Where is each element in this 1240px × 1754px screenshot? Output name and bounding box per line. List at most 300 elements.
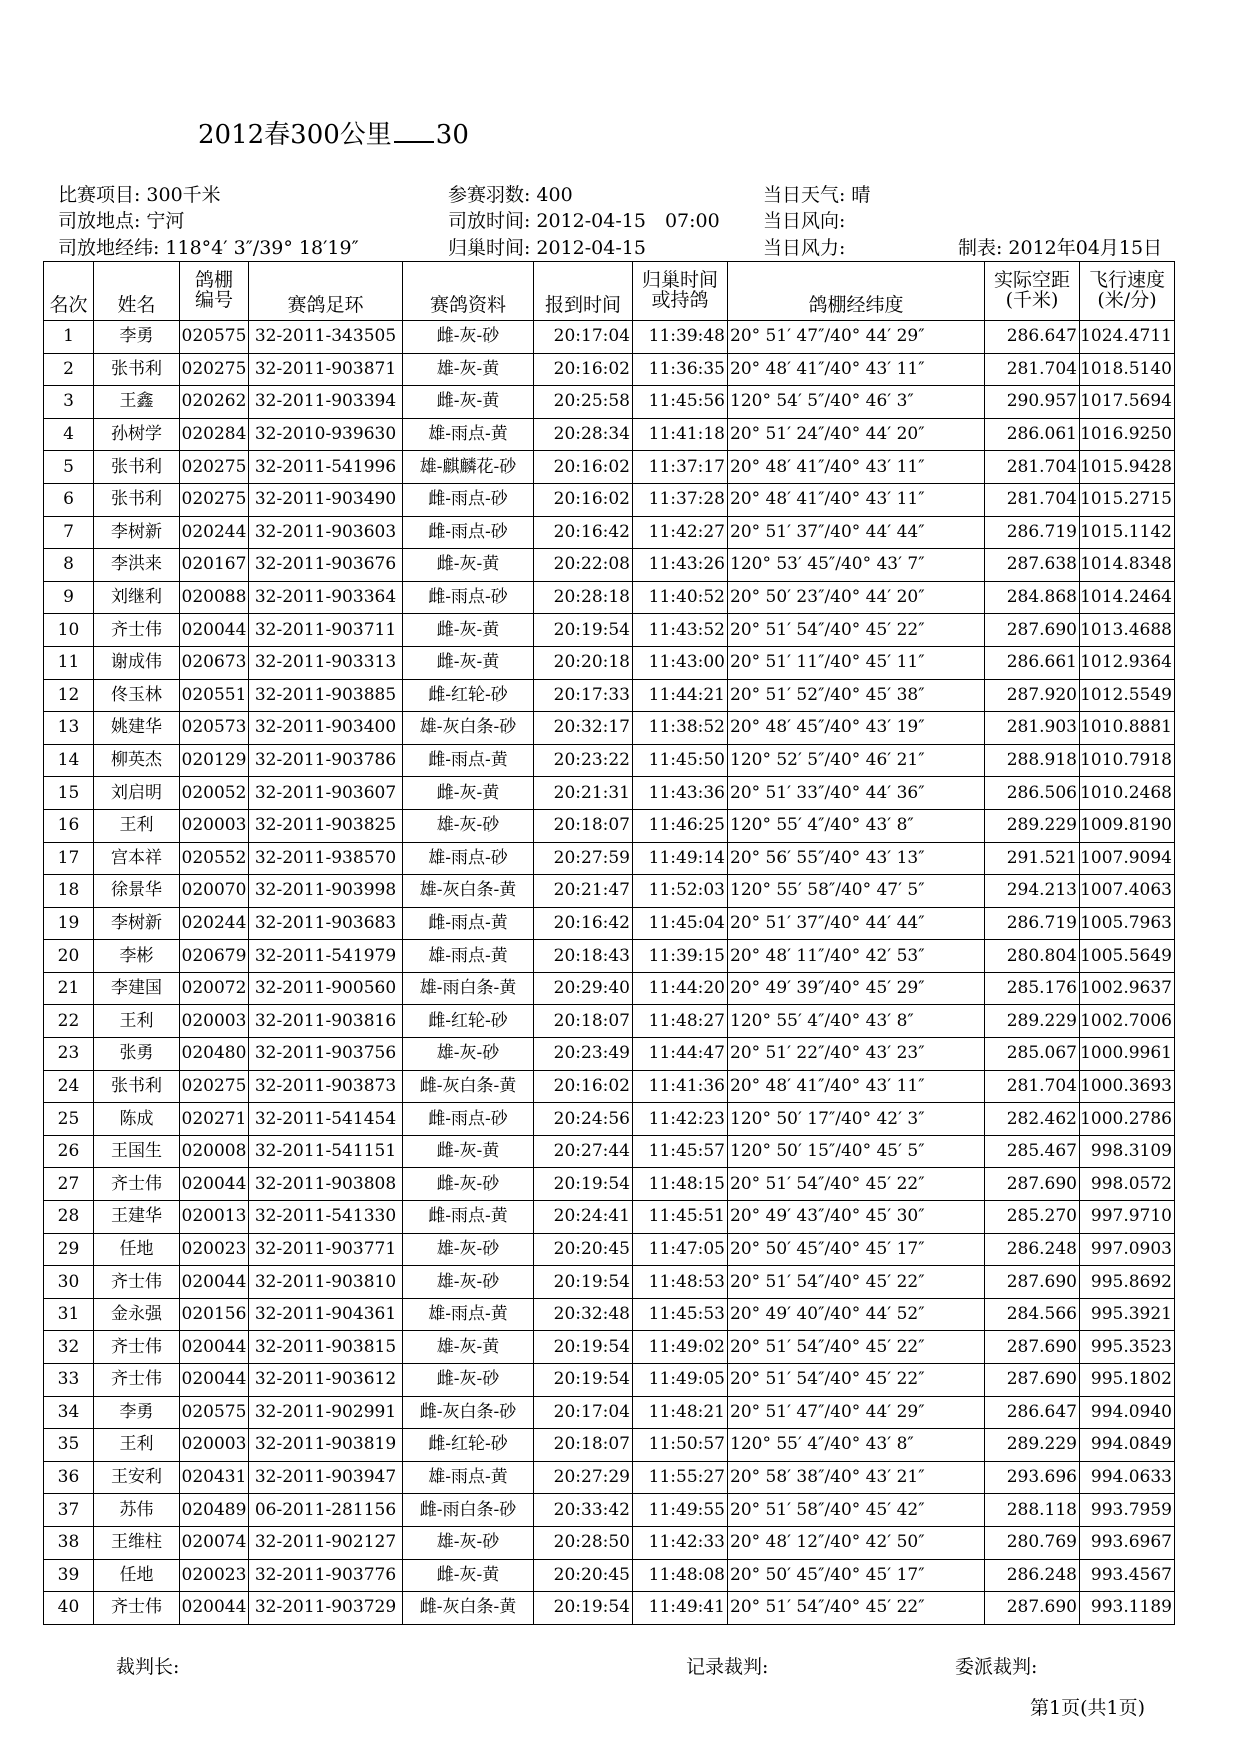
info-value: 300千米: [146, 184, 221, 206]
bird-info-cell: 雄-灰-黄: [403, 1331, 534, 1364]
speed-cell: 1005.5649: [1080, 940, 1175, 973]
info-value: 400: [536, 184, 573, 206]
table-row: [44, 1364, 1175, 1397]
table-row: [44, 451, 1175, 484]
ring-cell: 32-2011-903490: [249, 483, 403, 516]
speed-cell: 993.1189: [1080, 1592, 1175, 1625]
bird-info-cell: 雄-灰-砂: [403, 1038, 534, 1071]
table-row: [44, 321, 1175, 354]
page-number: 第1页(共1页): [1030, 1697, 1146, 1719]
return-cell: 11:48:27: [633, 1005, 728, 1038]
coord-cell: 20° 51′ 11″/40° 45′ 11″: [728, 646, 985, 679]
speed-cell: 1015.2715: [1080, 483, 1175, 516]
ring-cell: 32-2011-903394: [249, 386, 403, 419]
header-bird-info: 赛鸽资料: [403, 262, 534, 321]
name-cell: 孙树学: [94, 418, 180, 451]
table-row: [44, 1135, 1175, 1168]
arrival-cell: 20:21:47: [534, 875, 633, 908]
distance-cell: 285.067: [985, 1038, 1080, 1071]
arrival-cell: 20:27:29: [534, 1461, 633, 1494]
ring-cell: 32-2011-903729: [249, 1592, 403, 1625]
arrival-cell: 20:16:02: [534, 1070, 633, 1103]
rank-cell: 18: [44, 875, 94, 908]
speed-cell: 994.0849: [1080, 1429, 1175, 1462]
name-cell: 王维柱: [94, 1526, 180, 1559]
bird-info-cell: 雄-灰-砂: [403, 1266, 534, 1299]
name-cell: 王利: [94, 1005, 180, 1038]
rank-cell: 10: [44, 614, 94, 647]
rank-cell: 32: [44, 1331, 94, 1364]
ring-cell: 32-2011-903364: [249, 581, 403, 614]
info-label: 归巢时间:: [448, 237, 531, 259]
distance-cell: 289.229: [985, 809, 1080, 842]
coord-cell: 20° 51′ 54″/40° 45′ 22″: [728, 1364, 985, 1397]
name-cell: 金永强: [94, 1298, 180, 1331]
arrival-cell: 20:20:18: [534, 646, 633, 679]
bird-info-cell: 雌-灰-黄: [403, 386, 534, 419]
bird-info-cell: 雌-雨点-砂: [403, 516, 534, 549]
loft-id-cell: 020044: [180, 1364, 249, 1397]
rank-cell: 26: [44, 1135, 94, 1168]
table-row: [44, 581, 1175, 614]
loft-id-cell: 020023: [180, 1559, 249, 1592]
distance-cell: 286.647: [985, 321, 1080, 354]
table-row: [44, 1559, 1175, 1592]
table-row: [44, 614, 1175, 647]
header-ring-number: 赛鸽足环: [249, 262, 403, 321]
return-cell: 11:44:47: [633, 1038, 728, 1071]
distance-cell: 287.690: [985, 614, 1080, 647]
distance-cell: 289.229: [985, 1005, 1080, 1038]
report-title: [198, 114, 469, 151]
table-row: [44, 907, 1175, 940]
table-row: [44, 777, 1175, 810]
loft-id-cell: 020156: [180, 1298, 249, 1331]
coord-cell: 20° 51′ 22″/40° 43′ 23″: [728, 1038, 985, 1071]
bird-info-cell: 雌-雨点-黄: [403, 907, 534, 940]
coord-cell: 20° 51′ 54″/40° 45′ 22″: [728, 1331, 985, 1364]
table-row: [44, 940, 1175, 973]
footer-recorder: 记录裁判:: [686, 1656, 769, 1678]
distance-cell: 287.690: [985, 1331, 1080, 1364]
coord-cell: 20° 48′ 11″/40° 42′ 53″: [728, 940, 985, 973]
distance-cell: 281.704: [985, 483, 1080, 516]
arrival-cell: 20:17:04: [534, 321, 633, 354]
coord-cell: 120° 52′ 5″/40° 46′ 21″: [728, 744, 985, 777]
loft-id-cell: 020003: [180, 809, 249, 842]
arrival-cell: 20:23:49: [534, 1038, 633, 1071]
info-value: 2012-04-15: [536, 237, 646, 259]
coord-cell: 20° 51′ 47″/40° 44′ 29″: [728, 321, 985, 354]
title-main: 2012春300公里: [198, 120, 392, 150]
return-cell: 11:48:53: [633, 1266, 728, 1299]
distance-cell: 287.690: [985, 1266, 1080, 1299]
return-cell: 11:43:26: [633, 549, 728, 582]
name-cell: 张书利: [94, 353, 180, 386]
bird-info-cell: 雄-灰-砂: [403, 809, 534, 842]
info-release-time: [448, 206, 720, 233]
arrival-cell: 20:18:07: [534, 1429, 633, 1462]
ring-cell: 32-2011-903825: [249, 809, 403, 842]
name-cell: 任地: [94, 1559, 180, 1592]
rank-cell: 33: [44, 1364, 94, 1397]
bird-info-cell: 雄-雨点-黄: [403, 418, 534, 451]
info-label: 司放地经纬:: [58, 237, 160, 259]
distance-cell: 285.176: [985, 972, 1080, 1005]
rank-cell: 28: [44, 1201, 94, 1234]
name-cell: 李树新: [94, 516, 180, 549]
loft-id-cell: 020044: [180, 1592, 249, 1625]
ring-cell: 32-2011-903786: [249, 744, 403, 777]
speed-cell: 997.0903: [1080, 1233, 1175, 1266]
name-cell: 王利: [94, 809, 180, 842]
table-row: [44, 483, 1175, 516]
loft-id-cell: 020244: [180, 516, 249, 549]
speed-cell: 994.0940: [1080, 1396, 1175, 1429]
ring-cell: 32-2011-903947: [249, 1461, 403, 1494]
name-cell: 齐士伟: [94, 1331, 180, 1364]
rank-cell: 27: [44, 1168, 94, 1201]
coord-cell: 20° 48′ 41″/40° 43′ 11″: [728, 1070, 985, 1103]
ring-cell: 32-2011-903871: [249, 353, 403, 386]
coord-cell: 120° 50′ 15″/40° 45′ 5″: [728, 1135, 985, 1168]
rank-cell: 30: [44, 1266, 94, 1299]
bird-info-cell: 雌-灰-砂: [403, 1168, 534, 1201]
table-row: [44, 1429, 1175, 1462]
info-label: 司放时间:: [448, 210, 531, 232]
distance-cell: 286.719: [985, 516, 1080, 549]
bird-info-cell: 雌-雨白条-砂: [403, 1494, 534, 1527]
return-cell: 11:41:36: [633, 1070, 728, 1103]
name-cell: 张书利: [94, 483, 180, 516]
loft-id-cell: 020052: [180, 777, 249, 810]
info-weather: [763, 180, 870, 207]
arrival-cell: 20:19:54: [534, 1266, 633, 1299]
return-cell: 11:42:27: [633, 516, 728, 549]
header-arrival-time: 报到时间: [534, 262, 633, 321]
arrival-cell: 20:28:34: [534, 418, 633, 451]
speed-cell: 1012.9364: [1080, 646, 1175, 679]
speed-cell: 1010.2468: [1080, 777, 1175, 810]
coord-cell: 120° 53′ 45″/40° 43′ 7″: [728, 549, 985, 582]
distance-cell: 281.704: [985, 451, 1080, 484]
bird-info-cell: 雌-雨点-砂: [403, 483, 534, 516]
table-row: [44, 1592, 1175, 1625]
speed-cell: 1016.9250: [1080, 418, 1175, 451]
info-label: 比赛项目:: [58, 184, 141, 206]
table-row: [44, 1201, 1175, 1234]
speed-cell: 1010.8881: [1080, 712, 1175, 745]
arrival-cell: 20:19:54: [534, 1168, 633, 1201]
rank-cell: 36: [44, 1461, 94, 1494]
name-cell: 李洪来: [94, 549, 180, 582]
info-made: [958, 233, 1162, 260]
name-cell: 柳英杰: [94, 744, 180, 777]
coord-cell: 20° 51′ 58″/40° 45′ 42″: [728, 1494, 985, 1527]
table-row: [44, 875, 1175, 908]
name-cell: 宫本祥: [94, 842, 180, 875]
bird-info-cell: 雌-灰白条-黄: [403, 1070, 534, 1103]
ring-cell: 32-2011-903683: [249, 907, 403, 940]
return-cell: 11:43:00: [633, 646, 728, 679]
name-cell: 谢成伟: [94, 646, 180, 679]
return-cell: 11:43:36: [633, 777, 728, 810]
name-cell: 张勇: [94, 1038, 180, 1071]
loft-id-cell: 020271: [180, 1103, 249, 1136]
name-cell: 王建华: [94, 1201, 180, 1234]
info-label: 参赛羽数:: [448, 184, 531, 206]
arrival-cell: 20:16:42: [534, 907, 633, 940]
arrival-cell: 20:21:31: [534, 777, 633, 810]
distance-cell: 288.918: [985, 744, 1080, 777]
bird-info-cell: 雄-麒麟花-砂: [403, 451, 534, 484]
return-cell: 11:45:53: [633, 1298, 728, 1331]
rank-cell: 25: [44, 1103, 94, 1136]
info-label: 当日风向:: [763, 210, 846, 232]
loft-id-cell: 020275: [180, 451, 249, 484]
speed-cell: 997.9710: [1080, 1201, 1175, 1234]
bird-info-cell: 雄-雨白条-黄: [403, 972, 534, 1005]
name-cell: 王国生: [94, 1135, 180, 1168]
rank-cell: 3: [44, 386, 94, 419]
loft-id-cell: 020575: [180, 321, 249, 354]
distance-cell: 286.248: [985, 1559, 1080, 1592]
arrival-cell: 20:16:02: [534, 483, 633, 516]
loft-id-cell: 020480: [180, 1038, 249, 1071]
coord-cell: 20° 50′ 45″/40° 45′ 17″: [728, 1233, 985, 1266]
table-row: [44, 842, 1175, 875]
loft-id-cell: 020044: [180, 1266, 249, 1299]
speed-cell: 995.3921: [1080, 1298, 1175, 1331]
name-cell: 王安利: [94, 1461, 180, 1494]
bird-info-cell: 雌-灰-黄: [403, 646, 534, 679]
distance-cell: 293.696: [985, 1461, 1080, 1494]
speed-cell: 1018.5140: [1080, 353, 1175, 386]
distance-cell: 294.213: [985, 875, 1080, 908]
distance-cell: 286.248: [985, 1233, 1080, 1266]
ring-cell: 32-2011-903885: [249, 679, 403, 712]
return-cell: 11:49:55: [633, 1494, 728, 1527]
speed-cell: 998.0572: [1080, 1168, 1175, 1201]
speed-cell: 1000.2786: [1080, 1103, 1175, 1136]
table-row: [44, 1233, 1175, 1266]
return-cell: 11:49:05: [633, 1364, 728, 1397]
ring-cell: 32-2011-902127: [249, 1526, 403, 1559]
speed-cell: 1015.9428: [1080, 451, 1175, 484]
rank-cell: 5: [44, 451, 94, 484]
ring-cell: 32-2011-541996: [249, 451, 403, 484]
bird-info-cell: 雄-雨点-黄: [403, 1461, 534, 1494]
info-value: 118°4′ 3″/39° 18′19″: [165, 237, 359, 259]
coord-cell: 20° 56′ 55″/40° 43′ 13″: [728, 842, 985, 875]
ring-cell: 32-2011-903816: [249, 1005, 403, 1038]
speed-cell: 1002.9637: [1080, 972, 1175, 1005]
coord-cell: 120° 55′ 4″/40° 43′ 8″: [728, 809, 985, 842]
table-header-row: [44, 262, 1175, 321]
arrival-cell: 20:19:54: [534, 1364, 633, 1397]
return-cell: 11:45:04: [633, 907, 728, 940]
info-release-place: [58, 206, 184, 233]
coord-cell: 20° 50′ 45″/40° 45′ 17″: [728, 1559, 985, 1592]
loft-id-cell: 020070: [180, 875, 249, 908]
loft-id-cell: 020244: [180, 907, 249, 940]
coord-cell: 20° 50′ 23″/40° 44′ 20″: [728, 581, 985, 614]
arrival-cell: 20:27:59: [534, 842, 633, 875]
loft-id-cell: 020679: [180, 940, 249, 973]
name-cell: 齐士伟: [94, 1592, 180, 1625]
table-row: [44, 972, 1175, 1005]
loft-id-cell: 020008: [180, 1135, 249, 1168]
distance-cell: 280.804: [985, 940, 1080, 973]
bird-info-cell: 雄-雨点-黄: [403, 1298, 534, 1331]
loft-id-cell: 020275: [180, 1070, 249, 1103]
speed-cell: 993.7959: [1080, 1494, 1175, 1527]
loft-id-cell: 020003: [180, 1005, 249, 1038]
table-row: [44, 418, 1175, 451]
loft-id-cell: 020074: [180, 1526, 249, 1559]
return-cell: 11:49:02: [633, 1331, 728, 1364]
coord-cell: 20° 51′ 54″/40° 45′ 22″: [728, 1168, 985, 1201]
speed-cell: 1014.2464: [1080, 581, 1175, 614]
speed-cell: 1010.7918: [1080, 744, 1175, 777]
coord-cell: 20° 51′ 54″/40° 45′ 22″: [728, 1592, 985, 1625]
ring-cell: 32-2011-541454: [249, 1103, 403, 1136]
ring-cell: 32-2011-903776: [249, 1559, 403, 1592]
bird-info-cell: 雌-灰-黄: [403, 614, 534, 647]
ring-cell: 32-2011-903400: [249, 712, 403, 745]
table-row: [44, 809, 1175, 842]
loft-id-cell: 020013: [180, 1201, 249, 1234]
distance-cell: 285.270: [985, 1201, 1080, 1234]
arrival-cell: 20:18:07: [534, 1005, 633, 1038]
coord-cell: 120° 50′ 17″/40° 42′ 3″: [728, 1103, 985, 1136]
coord-cell: 20° 51′ 52″/40° 45′ 38″: [728, 679, 985, 712]
rank-cell: 12: [44, 679, 94, 712]
arrival-cell: 20:25:58: [534, 386, 633, 419]
header-distance: 实际空距 (千米): [985, 262, 1080, 321]
arrival-cell: 20:24:41: [534, 1201, 633, 1234]
ring-cell: 32-2011-903815: [249, 1331, 403, 1364]
distance-cell: 285.467: [985, 1135, 1080, 1168]
bird-info-cell: 雄-灰-砂: [403, 1233, 534, 1266]
info-value: 晴: [851, 184, 871, 206]
name-cell: 李建国: [94, 972, 180, 1005]
distance-cell: 286.719: [985, 907, 1080, 940]
table-row: [44, 516, 1175, 549]
coord-cell: 20° 48′ 41″/40° 43′ 11″: [728, 483, 985, 516]
rank-cell: 14: [44, 744, 94, 777]
rank-cell: 15: [44, 777, 94, 810]
bird-info-cell: 雌-灰-黄: [403, 1135, 534, 1168]
speed-cell: 1024.4711: [1080, 321, 1175, 354]
arrival-cell: 20:19:54: [534, 1592, 633, 1625]
coord-cell: 20° 48′ 45″/40° 43′ 19″: [728, 712, 985, 745]
table-body: [44, 321, 1175, 1625]
arrival-cell: 20:19:54: [534, 614, 633, 647]
arrival-cell: 20:16:02: [534, 451, 633, 484]
arrival-cell: 20:28:18: [534, 581, 633, 614]
coord-cell: 20° 48′ 12″/40° 42′ 50″: [728, 1526, 985, 1559]
arrival-cell: 20:18:07: [534, 809, 633, 842]
name-cell: 齐士伟: [94, 614, 180, 647]
ring-cell: 32-2011-541330: [249, 1201, 403, 1234]
name-cell: 任地: [94, 1233, 180, 1266]
coord-cell: 20° 49′ 43″/40° 45′ 30″: [728, 1201, 985, 1234]
distance-cell: 291.521: [985, 842, 1080, 875]
return-cell: 11:45:56: [633, 386, 728, 419]
name-cell: 李树新: [94, 907, 180, 940]
speed-cell: 1005.7963: [1080, 907, 1175, 940]
rank-cell: 1: [44, 321, 94, 354]
coord-cell: 20° 48′ 41″/40° 43′ 11″: [728, 451, 985, 484]
speed-cell: 994.0633: [1080, 1461, 1175, 1494]
loft-id-cell: 020023: [180, 1233, 249, 1266]
rank-cell: 23: [44, 1038, 94, 1071]
return-cell: 11:36:35: [633, 353, 728, 386]
ring-cell: 32-2011-903771: [249, 1233, 403, 1266]
rank-cell: 11: [44, 646, 94, 679]
table-row: [44, 549, 1175, 582]
name-cell: 李勇: [94, 1396, 180, 1429]
bird-info-cell: 雌-灰-黄: [403, 1559, 534, 1592]
loft-id-cell: 020552: [180, 842, 249, 875]
name-cell: 王鑫: [94, 386, 180, 419]
rank-cell: 34: [44, 1396, 94, 1429]
arrival-cell: 20:32:17: [534, 712, 633, 745]
return-cell: 11:43:52: [633, 614, 728, 647]
distance-cell: 286.506: [985, 777, 1080, 810]
info-label: 制表:: [958, 237, 1003, 259]
bird-info-cell: 雌-雨点-砂: [403, 581, 534, 614]
return-cell: 11:46:25: [633, 809, 728, 842]
bird-info-cell: 雄-雨点-黄: [403, 940, 534, 973]
rank-cell: 21: [44, 972, 94, 1005]
coord-cell: 20° 51′ 24″/40° 44′ 20″: [728, 418, 985, 451]
ring-cell: 32-2011-903998: [249, 875, 403, 908]
bird-info-cell: 雄-灰-砂: [403, 1526, 534, 1559]
rank-cell: 17: [44, 842, 94, 875]
name-cell: 齐士伟: [94, 1266, 180, 1299]
distance-cell: 287.638: [985, 549, 1080, 582]
return-cell: 11:47:05: [633, 1233, 728, 1266]
info-value: 2012年04月15日: [1008, 237, 1163, 259]
ring-cell: 32-2011-903711: [249, 614, 403, 647]
loft-id-cell: 020262: [180, 386, 249, 419]
coord-cell: 120° 55′ 4″/40° 43′ 8″: [728, 1005, 985, 1038]
return-cell: 11:40:52: [633, 581, 728, 614]
table-row: [44, 744, 1175, 777]
ring-cell: 32-2011-938570: [249, 842, 403, 875]
distance-cell: 287.690: [985, 1168, 1080, 1201]
table-row: [44, 353, 1175, 386]
bird-info-cell: 雌-雨点-砂: [403, 1103, 534, 1136]
table-row: [44, 1103, 1175, 1136]
coord-cell: 20° 49′ 40″/40° 44′ 52″: [728, 1298, 985, 1331]
ring-cell: 06-2011-281156: [249, 1494, 403, 1527]
speed-cell: 1007.4063: [1080, 875, 1175, 908]
coord-cell: 20° 48′ 41″/40° 43′ 11″: [728, 353, 985, 386]
speed-cell: 1017.5694: [1080, 386, 1175, 419]
loft-id-cell: 020275: [180, 353, 249, 386]
return-cell: 11:42:23: [633, 1103, 728, 1136]
rank-cell: 2: [44, 353, 94, 386]
return-cell: 11:39:48: [633, 321, 728, 354]
coord-cell: 120° 54′ 5″/40° 46′ 3″: [728, 386, 985, 419]
arrival-cell: 20:33:42: [534, 1494, 633, 1527]
rank-cell: 24: [44, 1070, 94, 1103]
bird-info-cell: 雌-灰白条-砂: [403, 1396, 534, 1429]
info-wind-dir: [763, 206, 851, 233]
